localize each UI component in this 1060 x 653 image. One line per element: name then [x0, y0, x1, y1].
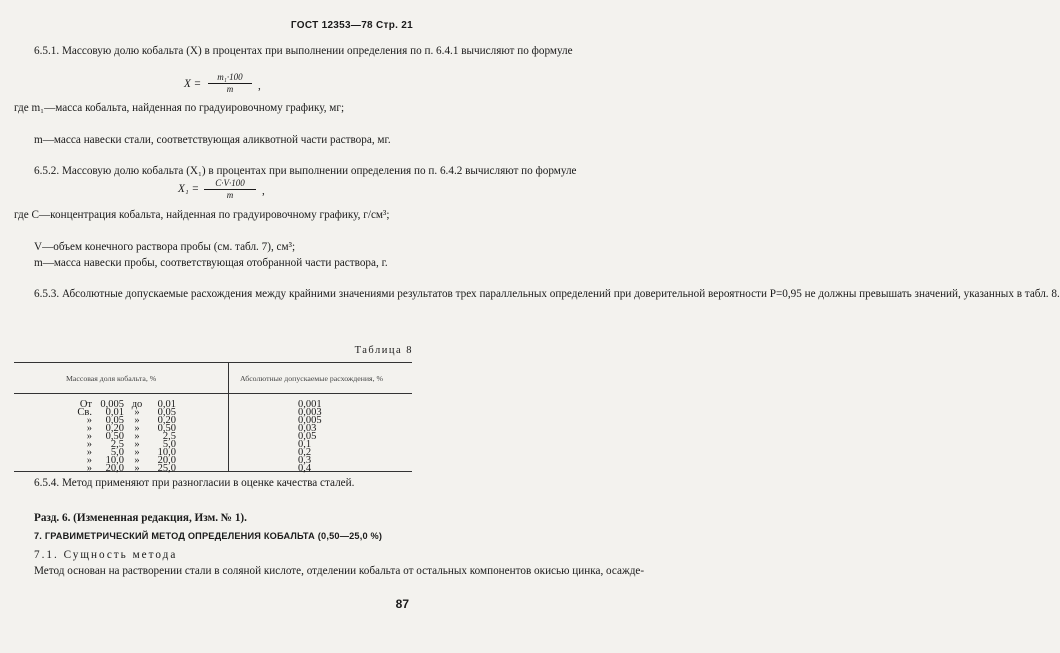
table-cell-to: 25,0 [157, 463, 176, 474]
where-2: где C—концентрация кобальта, найденная по градуировочному графику, г/см³; [14, 209, 390, 221]
table-cell-to-word: » [134, 423, 140, 434]
table-cell-prefix: » [86, 423, 92, 434]
table-cell-to-word: » [134, 415, 140, 426]
table-cell-tolerance: 0,3 [298, 455, 312, 466]
table-cell-tolerance: 0,001 [298, 399, 322, 410]
formula-1-fraction [208, 72, 252, 95]
table-cell-prefix: » [86, 455, 92, 466]
table-cell-tolerance: 0,003 [298, 407, 322, 418]
subsection-7-1: 7.1. Сущность метода [34, 549, 178, 561]
formula-2-lhs: X₁ = [178, 183, 200, 195]
table-cell-from: 20,0 [105, 463, 124, 474]
table-header-col2: Абсолютные допускаемые расхождения, % [240, 374, 384, 383]
table-cell-to-word: » [134, 407, 140, 418]
table-cell-prefix: » [86, 463, 92, 474]
table-cell-from: 0,05 [105, 415, 124, 426]
table-cell-tolerance: 0,03 [298, 423, 317, 434]
paragraph-6-5-4: 6.5.4. Метод применяют при разногласии в оценке качества сталей. [34, 477, 355, 489]
where-2b: V—объем конечного раствора пробы (см. табл. 7), см³; [34, 241, 296, 253]
table-cell-to-word: » [134, 463, 140, 474]
table-cell-tolerance: 0,2 [298, 447, 312, 458]
where-1: где m₁—масса кобальта, найденная по градуировочному графику, мг; [14, 102, 345, 114]
table-cell-tolerance: 0,005 [298, 415, 322, 426]
table-cell-from: 0,01 [105, 407, 124, 418]
table-cell-to: 10,0 [157, 447, 176, 458]
formula-1-numerator: m₁·100 [208, 72, 252, 84]
table-cell-prefix: » [86, 431, 92, 442]
table-cell-tolerance: 0,1 [298, 439, 312, 450]
table-cell-from: 0,20 [105, 423, 124, 434]
where-1b: m—масса навески стали, соответствующая аликвотной части раствора, мг. [34, 134, 391, 146]
formula-2-denominator: m [226, 190, 234, 200]
table-cell-to: 0,50 [157, 423, 176, 434]
table-cell-to-word: » [134, 455, 140, 466]
table-cell-prefix: » [86, 415, 92, 426]
where-2c: m—масса навески пробы, соответствующая отобранной части раствора, г. [34, 257, 388, 269]
table-cell-to: 2,5 [162, 431, 176, 442]
formula-1-tail: , [258, 80, 261, 92]
table-cell-tolerance: 0,4 [298, 463, 312, 474]
page-header: ГОСТ 12353—78 Стр. 21 [290, 20, 413, 31]
formula-1-denominator: m [226, 84, 234, 94]
formula-2-fraction [204, 178, 256, 201]
table-cell-to: 5,0 [162, 439, 176, 450]
table-cell-from: 0,005 [100, 399, 124, 410]
table-cell-to: 0,01 [157, 399, 176, 410]
formula-2-tail: , [262, 185, 265, 197]
table-cell-to-word: » [134, 431, 140, 442]
table-title: Таблица 8 [354, 345, 413, 356]
table-cell-from: 5,0 [110, 447, 124, 458]
table-cell-from: 0,50 [105, 431, 124, 442]
paragraph-6-5-2: 6.5.2. Массовую долю кобальта (X₁) в процентах при выполнении определения по п. 6.4.2 вычисляют по формуле [34, 165, 577, 177]
section-7-heading: 7. ГРАВИМЕТРИЧЕСКИЙ МЕТОД ОПРЕДЕЛЕНИЯ КОБАЛЬТА (0,50—25,0 %) [34, 531, 383, 541]
table-cell-prefix: Св. [77, 407, 92, 418]
table-column-divider [228, 362, 229, 471]
table-cell-prefix: » [86, 439, 92, 450]
table-cell-from: 10,0 [105, 455, 124, 466]
paragraph-6-5-1: 6.5.1. Массовую долю кобальта (X) в процентах при выполнении определения по п. 6.4.1 вычисляют по формуле [34, 45, 573, 57]
table-cell-to-word: » [134, 439, 140, 450]
formula-2-numerator: C·V·100 [204, 178, 256, 190]
page-number: 87 [395, 597, 409, 611]
table-cell-prefix: От [79, 399, 92, 410]
table-cell-to: 0,20 [157, 415, 176, 426]
table-header-col1: Массовая доля кобальта, % [66, 374, 157, 383]
table-cell-prefix: » [86, 447, 92, 458]
table-cell-to: 0,05 [157, 407, 176, 418]
table-cell-to-word: » [134, 447, 140, 458]
amendment-note: Разд. 6. (Измененная редакция, Изм. № 1). [34, 512, 247, 524]
table-header-rule [14, 393, 412, 394]
paragraph-6-5-3: 6.5.3. Абсолютные допускаемые расхождения между крайними значениями результатов трех параллельных определений при доверительной вероятности P=0,95 не должны превышать значений, указанных в табл. 8. [34, 288, 1060, 300]
paragraph-7-1: Метод основан на растворении стали в соляной кислоте, отделении кобальта от остальных компонентов окисью цинка, осажде- [34, 565, 645, 577]
table-cell-to-word: до [131, 399, 143, 410]
table-top-rule [14, 362, 412, 363]
table-cell-tolerance: 0,05 [298, 431, 317, 442]
table-cell-from: 2,5 [110, 439, 124, 450]
formula-1-lhs: X = [184, 78, 202, 90]
table-cell-to: 20,0 [157, 455, 176, 466]
